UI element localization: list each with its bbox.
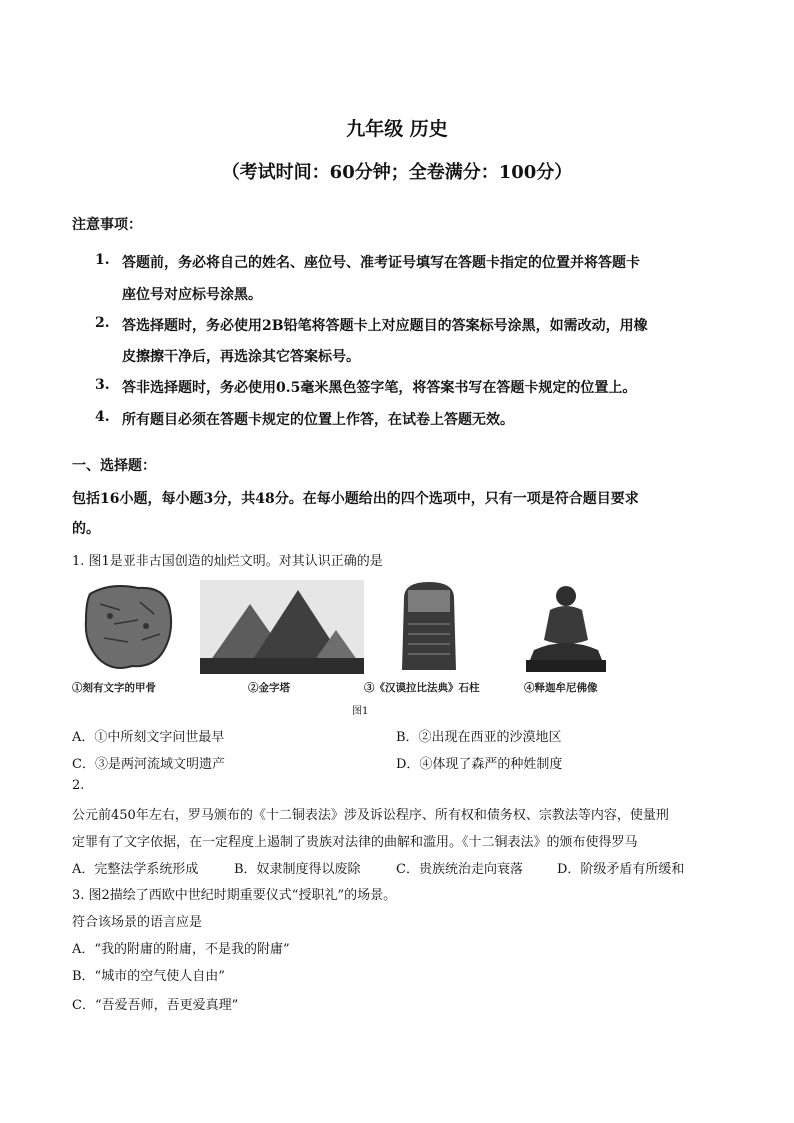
option-b: B．②出现在西亚的沙漠地区 — [396, 730, 562, 745]
option-d: D．阶级矛盾有所缓和 — [557, 862, 685, 877]
notice-line: 座位号对应标号涂黑。 — [122, 287, 262, 303]
question-2-stem: 公元前450年左右，罗马颁布的《十二铜表法》涉及诉讼程序、所有权和债务权、宗教法等内容，使量刑 — [72, 808, 669, 823]
figure-caption: ③《汉谟拉比法典》石柱 — [364, 682, 480, 694]
notice-num: 3. — [95, 377, 110, 393]
question-3-stem: 3. 图2描绘了西欧中世纪时期重要仪式“授职礼”的场景。 — [72, 888, 397, 903]
option-b: B．奴隶制度得以废除 — [234, 862, 361, 877]
figure-1 — [72, 580, 652, 710]
notice-line: 答题前，务必将自己的姓名、座位号、准考证号填写在答题卡指定的位置并将答题卡 — [122, 255, 640, 271]
option-a: A．①中所刻文字问世最早 — [72, 730, 225, 745]
option-c: C．③是两河流域文明遗产 — [72, 757, 225, 772]
option-d: D．④体现了森严的种姓制度 — [396, 757, 563, 772]
option-b: B．“城市的空气使人自由” — [72, 969, 225, 984]
page-title: 九年级 历史 — [346, 118, 448, 140]
figure-label: 图1 — [352, 706, 369, 717]
section-intro: 包括16小题，每小题3分，共48分。在每小题给出的四个选项中，只有一项是符合题目要求 — [72, 491, 639, 507]
figure-caption: ①刻有文字的甲骨 — [72, 682, 156, 694]
question-1-stem: 1. 图1是亚非古国创造的灿烂文明。对其认识正确的是 — [72, 554, 383, 569]
notice-heading: 注意事项： — [72, 217, 142, 233]
question-3-stem: 符合该场景的语言应是 — [72, 915, 203, 930]
buddha-statue-image — [520, 580, 612, 674]
oracle-bone-image — [80, 580, 175, 672]
section-intro: 的。 — [72, 521, 100, 537]
notice-num: 1. — [95, 252, 110, 268]
code-stele-image — [394, 580, 464, 674]
option-a: A．“我的附庸的附庸，不是我的附庸” — [72, 942, 290, 957]
figure-caption: ②金字塔 — [248, 682, 290, 694]
notice-num: 4. — [95, 409, 110, 425]
pyramid-image — [200, 580, 364, 674]
notice-num: 2. — [95, 315, 110, 331]
notice-line: 皮擦擦干净后，再选涂其它答案标号。 — [122, 349, 360, 365]
notice-line: 答非选择题时，务必使用0.5毫米黑色签字笔，将答案书写在答题卡规定的位置上。 — [122, 380, 637, 396]
option-a: A．完整法学系统形成 — [72, 862, 199, 877]
notice-line: 答选择题时，务必使用2B铅笔将答题卡上对应题目的答案标号涂黑，如需改动，用橡 — [122, 318, 648, 334]
figure-caption: ④释迦牟尼佛像 — [524, 682, 598, 694]
option-c: C．“吾爱吾师，吾更爱真理” — [72, 998, 239, 1013]
question-2-stem: 定罪有了文字依据，在一定程度上遏制了贵族对法律的曲解和滥用。《十二铜表法》的颁布使得罗马 — [72, 835, 638, 850]
question-2-number: 2. — [72, 778, 85, 793]
section-heading: 一、选择题： — [72, 458, 156, 474]
notice-line: 所有题目必须在答题卡规定的位置上作答，在试卷上答题无效。 — [122, 412, 514, 428]
option-c: C．贵族统治走向衰落 — [396, 862, 523, 877]
page-subtitle: （考试时间：60分钟；全卷满分：100分） — [221, 162, 573, 183]
